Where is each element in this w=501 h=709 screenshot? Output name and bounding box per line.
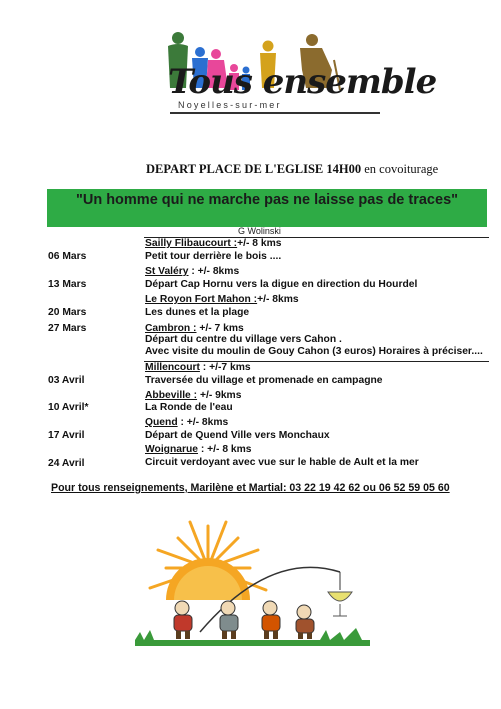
distance: +/- 8 kms [237,238,282,249]
schedule-heading [145,238,282,249]
quote-text: "Un homme qui ne marche pas ne laisse pas de traces" [75,192,459,208]
schedule-description: Les dunes et la plage [145,307,250,318]
place-name: Millencourt [145,362,200,373]
distance: : +/- 8kms [177,417,229,428]
distance: +/- 8kms [257,294,299,305]
schedule-date: 17 Avril [48,430,85,441]
hiker-figures [174,601,314,639]
schedule-heading [145,417,228,428]
place-name: Cambron : [145,323,197,334]
schedule-description: Circuit verdoyant avec vue sur le hable de Ault et la mer [145,457,419,468]
schedule-date: 24 Avril [48,458,85,469]
contact-info: Pour tous renseignements, Marilène et Martial: 03 22 19 42 62 ou 06 52 59 05 60 [51,482,450,494]
schedule-description: Petit tour derrière le bois .... [145,251,282,262]
schedule-heading [145,390,241,401]
logo-subtitle: Noyelles-sur-mer [178,100,282,110]
fishing-sun-illustration [130,520,375,650]
quote-author: G Wolinski [238,226,281,236]
departure-place-time: DEPART PLACE DE L'EGLISE 14H00 [146,162,362,176]
transport-mode: en covoiturage [364,162,439,176]
schedule-description: Départ du centre du village vers Cahon . [145,334,342,345]
place-name: Abbeville : [145,390,198,401]
grass-strip [135,628,370,646]
schedule-heading [145,266,239,277]
place-name: Quend [145,417,178,428]
schedule-description: Départ Cap Hornu vers la digue en direction du Hourdel [145,279,418,290]
schedule-heading [145,323,244,334]
schedule-description: La Ronde de l'eau [145,402,233,413]
schedule-description: Traversée du village et promenade en campagne [145,375,383,386]
distance: +/- 9kms [197,390,242,401]
schedule-heading [145,362,251,373]
wine-glass-icon [328,592,352,616]
distance: +/- 7 kms [196,323,244,334]
distance: : +/- 8 kms [198,444,252,455]
schedule-date: 10 Avril* [48,402,89,413]
schedule-date: 13 Mars [48,279,87,290]
schedule-description: Avec visite du moulin de Gouy Cahon (3 euros) Horaires à préciser.... [145,346,483,357]
place-name: Woignarue [145,444,199,455]
schedule-date: 27 Mars [48,323,87,334]
logo-underline [170,112,380,114]
schedule-date: 20 Mars [48,307,87,318]
schedule-date: 06 Mars [48,251,87,262]
departure-info [146,162,438,177]
distance: : +/- 8kms [188,266,240,277]
place-name: St Valéry [145,266,189,277]
schedule-heading [145,294,299,305]
logo-title: Tous ensemble [168,62,437,102]
distance: : +/-7 kms [199,362,251,373]
place-name: Le Royon Fort Mahon : [145,294,258,305]
schedule-heading [145,444,252,455]
schedule-date: 03 Avril [48,375,85,386]
place-name: Sailly Flibaucourt : [145,238,238,249]
schedule-description: Départ de Quend Ville vers Monchaux [145,430,330,441]
